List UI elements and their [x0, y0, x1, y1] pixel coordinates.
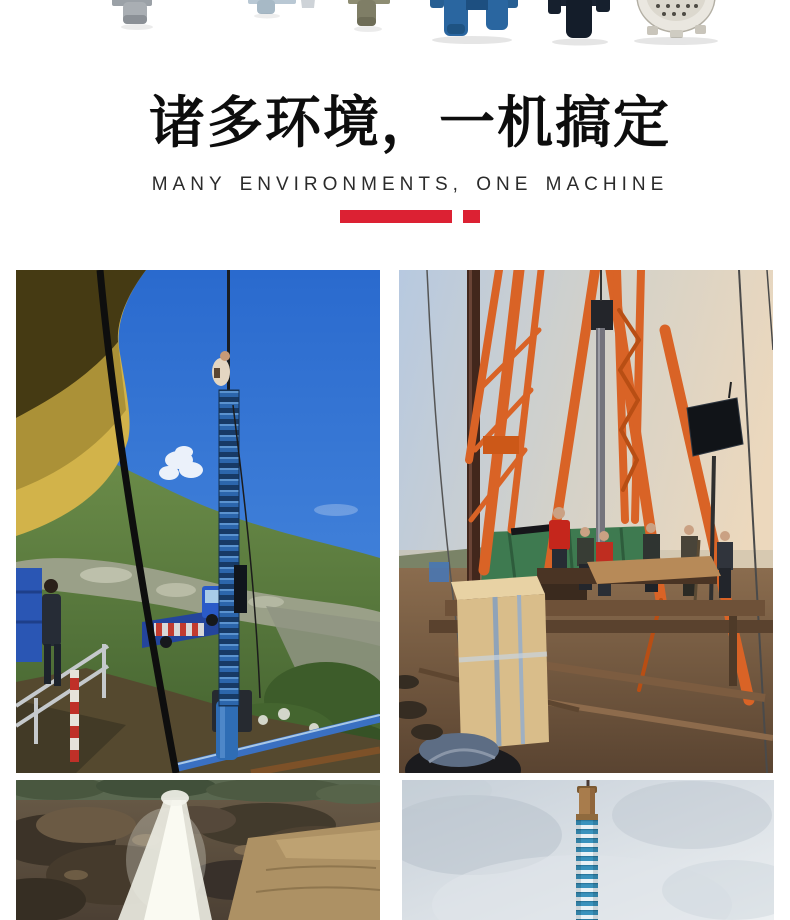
accent-bar: [340, 210, 452, 223]
pump-thumbnail-steel-blue-image: [248, 0, 296, 19]
pump-thumbnail-olive-image: [348, 0, 390, 32]
product-strip: [0, 0, 790, 50]
cardboard-box: [451, 576, 549, 750]
pump-thumbnail-fragment-image: [300, 0, 316, 8]
spiral-rod: [576, 780, 598, 920]
photo-derrick-worksite: [399, 270, 773, 773]
pump-thumbnail-strainer-white-image: [634, 0, 718, 45]
accent-divider: [0, 210, 790, 223]
blue-barrel: [16, 568, 42, 662]
photo-hillside-drilling: [16, 270, 380, 773]
pump-thumbnail-gray-image: [112, 0, 153, 30]
striped-pole: [70, 670, 79, 762]
section-subtitle-en: MANY ENVIRONMENTS, ONE MACHINE: [151, 174, 669, 195]
pump-thumbnail-navy-image: [548, 0, 610, 46]
photo-muddy-discharge: [16, 780, 380, 920]
section-title-zh: 诸多环境，一机搞定: [149, 91, 671, 154]
photo-spiral-drill-rod: [402, 780, 774, 920]
accent-square: [463, 210, 480, 223]
pump-thumbnail-blue-image: [430, 0, 518, 44]
